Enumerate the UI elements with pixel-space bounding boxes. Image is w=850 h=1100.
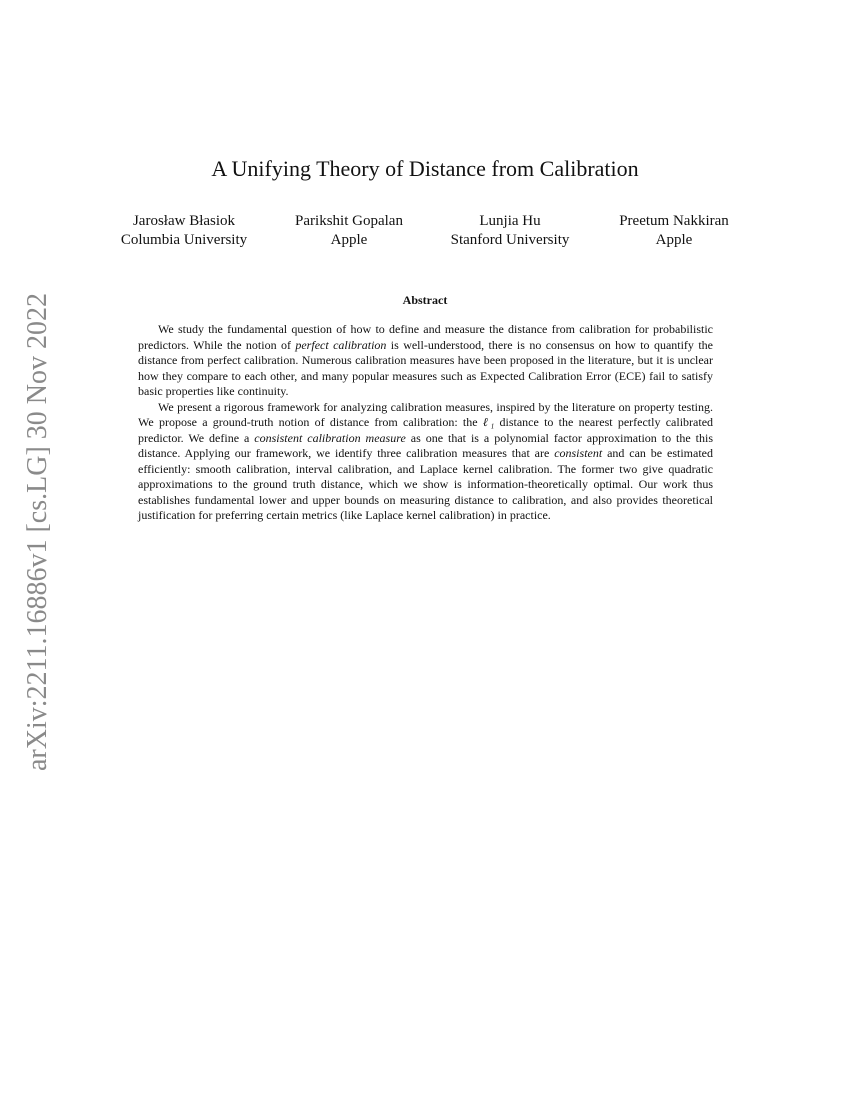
- text-run: and can be estimated efficiently: smooth calibration, interval calibration, and Laplace kernel calibration. The former two give quadratic approximations to the ground truth distance, which we show is information-theoretically optimal. Our work thus establishes fundamental lower and upper bounds on measuring distance to calibration, and also provides theoretical justification for preferring certain metrics (like Laplace kernel calibration) in practice.: [138, 446, 713, 522]
- author-block-4: [574, 212, 774, 250]
- emphasis-term: perfect calibration: [295, 337, 387, 352]
- abstract-heading: Abstract: [402, 293, 448, 307]
- paper-title: A Unifying Theory of Distance from Calibration: [211, 156, 639, 181]
- author-name: Preetum Nakkiran: [619, 213, 729, 229]
- text-run: as one that is a polynomial factor approximation to the this distance. Applying our framework, we identify three calibration measures that are: [138, 430, 714, 460]
- author-affiliation: Apple: [330, 232, 368, 248]
- abstract-paragraph-2: [138, 400, 713, 524]
- text-run: distance to the nearest perfectly calibrated predictor. We define a: [138, 415, 714, 445]
- author-affiliation: Stanford University: [450, 232, 570, 248]
- text-run: We study the fundamental question of how to define and measure the distance from calibration for probabilistic predictors. While the notion of: [138, 322, 713, 352]
- text-run: We present a rigorous framework for analyzing calibration measures, inspired by the literature on property testing. We propose a ground-truth notion of distance from calibration: the: [138, 399, 713, 429]
- author-name: Lunjia Hu: [479, 213, 541, 229]
- emphasis-term: consistent: [554, 446, 603, 460]
- author-name: Parikshit Gopalan: [295, 213, 403, 229]
- arxiv-identifier: arXiv:2211.16886v1 [cs.LG] 30 Nov 2022: [22, 292, 53, 772]
- author-affiliation: Apple: [655, 232, 693, 248]
- abstract-paragraph-1: [138, 322, 713, 400]
- author-affiliation: Columbia University: [120, 232, 248, 248]
- abstract-body: [138, 322, 713, 524]
- emphasis-term: consistent calibration measure: [254, 430, 406, 445]
- text-run: is well-understood, there is no consensus on how to quantify the distance from perfect calibration. Numerous calibration measures have been proposed in the literature, but it is unclear how they compare to each other, and many popular measures such as Expected Calibration Error (ECE) fail to satisfy basic properties like continuity.: [138, 337, 713, 398]
- math-symbol: ℓ₁: [482, 415, 495, 429]
- author-name: Jarosław Błasiok: [132, 213, 236, 229]
